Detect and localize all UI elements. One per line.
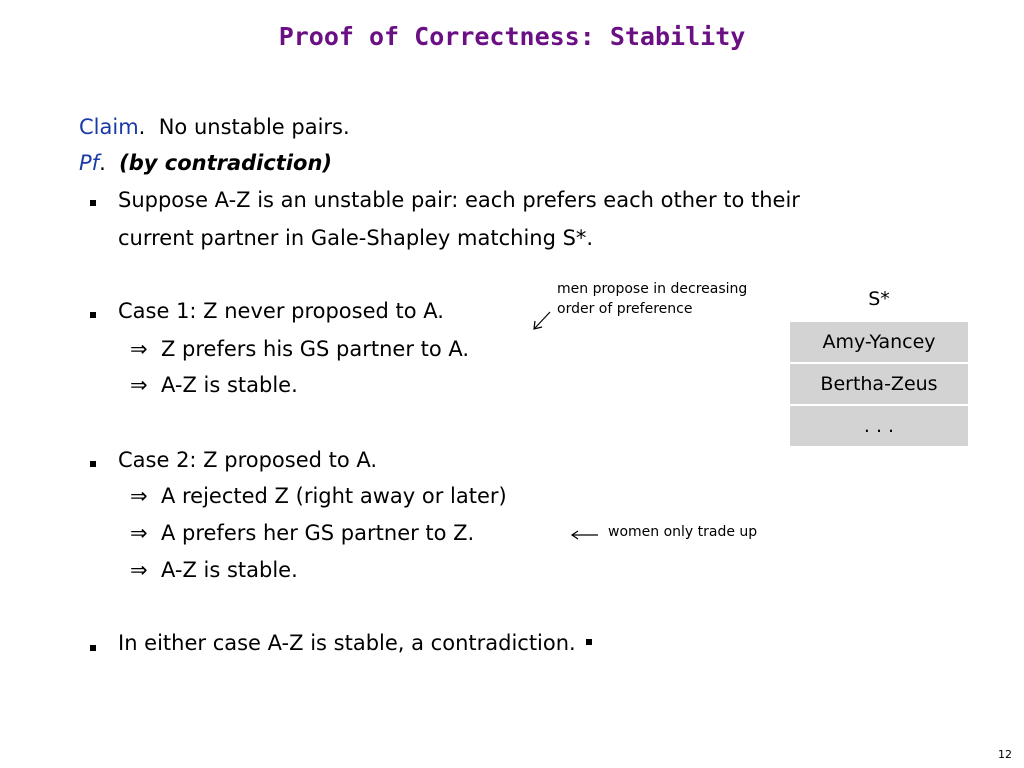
- claim-punct: .: [138, 115, 146, 139]
- case-2-item-1: [130, 484, 507, 508]
- case-1-item-1: [130, 337, 469, 361]
- note-propose-line-2: order of preference: [557, 301, 693, 317]
- bullet-marker: [90, 461, 96, 467]
- case-1-heading: Case 1: Z never proposed to A.: [118, 299, 444, 323]
- page-number: 12: [998, 748, 1012, 761]
- matching-table-header: S*: [868, 288, 890, 310]
- note-trade-up: women only trade up: [608, 524, 758, 540]
- note-propose-line-1: men propose in decreasing: [557, 281, 748, 297]
- bullet-marker: [90, 200, 96, 206]
- implies-icon: ⇒: [130, 373, 148, 397]
- matching-table: [790, 322, 968, 448]
- implies-icon: ⇒: [130, 558, 148, 582]
- bullet-1-line-1: Suppose A-Z is an unstable pair: each prefers each other to their: [118, 188, 800, 212]
- conclusion-text: In either case A-Z is stable, a contradiction.: [118, 631, 576, 655]
- pf-line: [79, 151, 332, 175]
- case-2-item-3: [130, 558, 298, 582]
- case-2-item-2: [130, 521, 474, 545]
- bullet-marker: [90, 312, 96, 318]
- page-title: Proof of Correctness: Stability: [278, 22, 746, 51]
- table-row: Bertha-Zeus: [790, 364, 968, 404]
- case-2-item-1-text: A rejected Z (right away or later): [160, 484, 507, 508]
- qed-icon: [586, 639, 592, 645]
- arrow-icon: [530, 310, 554, 332]
- claim-line: [79, 115, 350, 139]
- case-2-item-2-text: A prefers her GS partner to Z.: [160, 521, 475, 545]
- pf-text: (by contradiction): [119, 151, 333, 175]
- case-2-item-3-text: A-Z is stable.: [160, 558, 298, 582]
- claim-label: Claim: [79, 115, 139, 139]
- implies-icon: ⇒: [130, 484, 148, 508]
- table-row: . . .: [790, 406, 968, 446]
- pf-label: Pf: [79, 151, 100, 175]
- implies-icon: ⇒: [130, 337, 148, 361]
- case-1-item-2-text: A-Z is stable.: [160, 373, 298, 397]
- bullet-marker: [90, 645, 96, 651]
- table-row: Amy-Yancey: [790, 322, 968, 362]
- claim-text: No unstable pairs.: [158, 115, 350, 139]
- case-1-item-2: [130, 373, 298, 397]
- case-1-item-1-text: Z prefers his GS partner to A.: [160, 337, 470, 361]
- conclusion-line: [118, 631, 592, 655]
- arrow-icon: [570, 528, 600, 542]
- bullet-1-line-2: current partner in Gale-Shapley matching S*.: [118, 226, 594, 250]
- implies-icon: ⇒: [130, 521, 148, 545]
- pf-punct: .: [99, 151, 106, 175]
- case-2-heading: Case 2: Z proposed to A.: [118, 448, 378, 472]
